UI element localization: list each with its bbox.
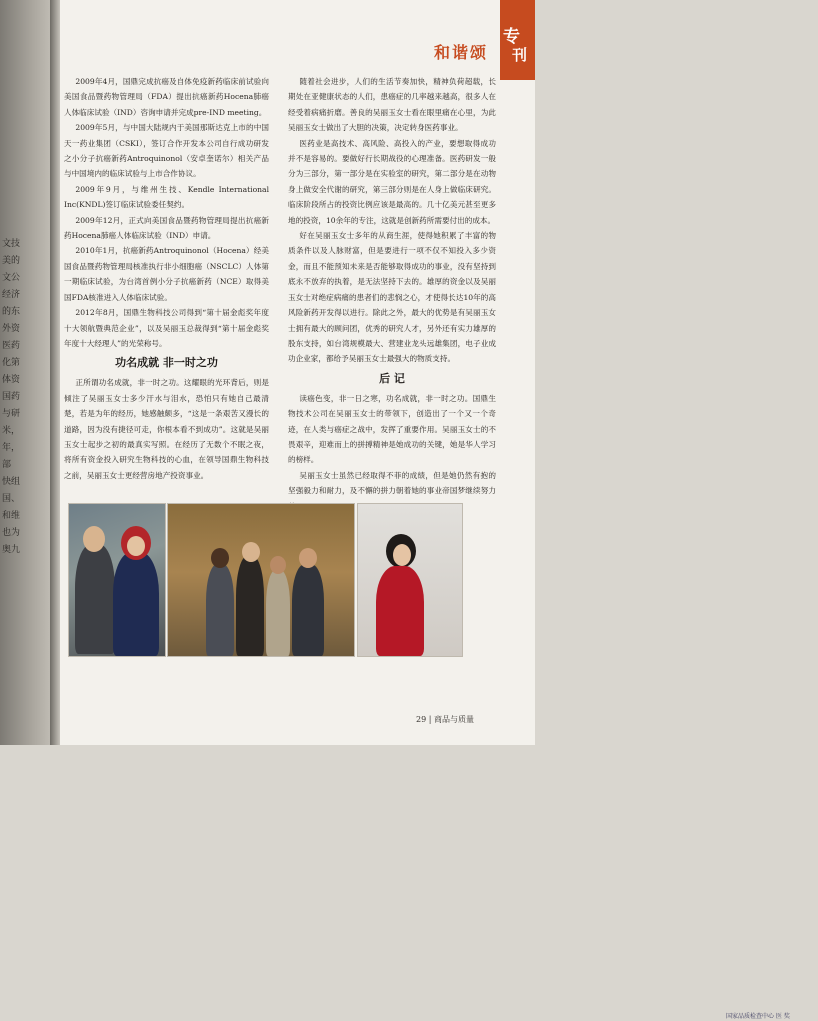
section-tab-char-1: 专	[503, 27, 520, 47]
previous-page-snippet: 和维	[2, 511, 21, 521]
section-heading: 功名成就 非一时之功	[115, 356, 218, 370]
article-paragraph: 正所谓功名成就，非一时之功。这耀眼的光环背后，则是倾注了吴丽玉女士多少汗水与泪水，恐怕只有她自己最清楚，若是为年的经历，她感触颇多，“这是一条艰苦又漫长的道路，因为没有捷径可走，你根本看不到成功”。这就是吴丽玉女士起步之初的最真实写照。在经历了无数个不眠之夜，将所有资金投入研究生物科技的心血，在领导国鼎生物科技之前，吴丽玉女士更经营房地产投资事业。	[64, 378, 269, 480]
article-paragraph: 2009年4月，国鼎完成抗癌及自体免疫新药临床前试验向美国食品暨药物管理局（FDA）提出抗癌新药Hocena肺癌人体临床试验（IND）咨询申请并完成pre-IND meeting。	[64, 77, 269, 117]
article-paragraph: 读癌色变，非一日之寒，功名成就，非一时之功。国鼎生物技术公司在吴丽玉女士的带领下，创造出了一个又一个奇迹，在人类与癌症之战中，发挥了重要作用。吴丽玉女士的不畏艰辛，迎难而上的拼搏精神是她成功的关键，她是华人学习的榜样。	[288, 393, 496, 465]
previous-page-snippet: 部	[2, 460, 12, 470]
previous-page-snippet: 美的	[2, 256, 21, 266]
article-paragraph: 吴丽玉女士虽然已经取得不菲的成绩，但是她仍然有抱的坚强毅力和耐力，及不懈的拼力朝着她的事业帝国梦继续努力	[288, 470, 496, 496]
previous-page-snippet: 文技	[2, 239, 21, 249]
previous-page-snippet: 文公	[2, 273, 21, 283]
article-column-right	[288, 74, 496, 514]
article-column-left	[64, 74, 269, 483]
previous-page-snippet: 外资	[2, 324, 21, 334]
article-paragraph: 随着社会进步，人们的生活节奏加快，精神负荷超载，长期处在亚健康状态的人们，患癌症的几率越来越高，很多人在经受着病痛折磨。善良的吴丽玉女士看在眼里痛在心里，为此吴丽玉女士做出了大胆的决策，决定转身医药事业。	[288, 77, 496, 133]
section-tab-char-2: 刊	[512, 46, 528, 64]
previous-page-snippet: 的东	[2, 307, 21, 317]
previous-page-snippet: 经济	[2, 290, 21, 300]
column-title: 和谐颂	[434, 43, 489, 62]
article-paragraph: 医药业是高技术、高风险、高投入的产业，要想取得成功并不是容易的。要做好行长期战役的心理准备。医药研发一般分为三部分，第一部分是在实验室的研究，第二部分是在动物身上做安全代谢的研究，第三部分则是在人身上做临床研究。临床阶段所占的投资比例应该是最高的。几十亿美元甚至更多地的投资，10余年的专注，这就是创新药所需要付出的成本。	[288, 138, 496, 225]
article-paragraph: 2009年12月，正式向美国食品暨药物管理局提出抗癌新药Hocena肺癌人体临床试验（IND）申请。	[64, 215, 269, 241]
previous-page-snippet: 也为	[2, 528, 21, 538]
article-paragraph: 2010年1月，抗癌新药Antroquinonol（Hocena）经美国食品暨药物管理局核准执行非小细胞癌（NSCLC）人体第一期临床试验，为台湾首例小分子抗癌新药（NCE）取得美国FDA核准进入人体临床试验。	[64, 246, 269, 302]
award-banner-text: 国家品质检查中心 医 奖	[726, 1013, 790, 1020]
previous-page-snippet: 化第	[2, 358, 21, 368]
previous-page-snippet: 医药	[2, 341, 21, 351]
previous-page-snippet: 年，	[2, 443, 21, 453]
article-paragraph: 2009年5月，与中国大陆规内于美国那斯达克上市的中国天一药业集团（CSKI），签订合作开发本公司自行成功研发之小分子抗癌新药Antroquinonol（安卓奎诺尔）相关产品与中国境内的临床试验与上市合作协议。	[64, 123, 269, 179]
previous-page-snippet: 快组	[2, 477, 21, 487]
previous-page-snippet: 米，	[2, 426, 21, 436]
previous-page-snippet: 国、	[2, 494, 21, 504]
article-paragraph: 2012年8月，国鼎生物科技公司得到“第十届金彪奖年度十大领航暨典范企业”，以及吴丽玉总裁得到“第十届金彪奖年度十大经理人”的光荣称号。	[64, 308, 269, 348]
page-footer: 29 | 商品与质量	[416, 715, 474, 724]
section-heading: 后 记	[379, 371, 405, 385]
photo-couple	[68, 503, 166, 657]
photo-group	[167, 503, 355, 657]
previous-page-snippet: 国药	[2, 392, 21, 402]
previous-page-snippet: 体资	[2, 375, 21, 385]
article-paragraph: 2009年9月，与维州生技、Kendle International Inc(KNDL)签订临床试验委任契约。	[64, 184, 269, 210]
previous-page-snippet: 与研	[2, 409, 21, 419]
article-paragraph: 好在吴丽玉女士多年的从商生涯，使得她积累了丰富的物质条件以及人脉财富，但是要进行一项不仅不知投入多少资金，而且不能预知未来是否能够取得成功的事业，没有坚持到底永不放弃的执着，是无法坚持下去的。雄厚的资金以及吴丽玉女士对绝症病痛的患者们的悲悯之心，才使得长达10年的高风险新药开发得以进行。除此之外，最大的优势是有吴丽玉女士拥有最大的顾问团，优秀的研究人才，另外还有实力雄厚的股东支持，如台湾规模最大、营建业龙头远雄集团，电子业成功企业家，都给予吴丽玉女士最强大的物质支持。	[288, 231, 496, 364]
previous-page-snippet: 奥九	[2, 545, 21, 555]
